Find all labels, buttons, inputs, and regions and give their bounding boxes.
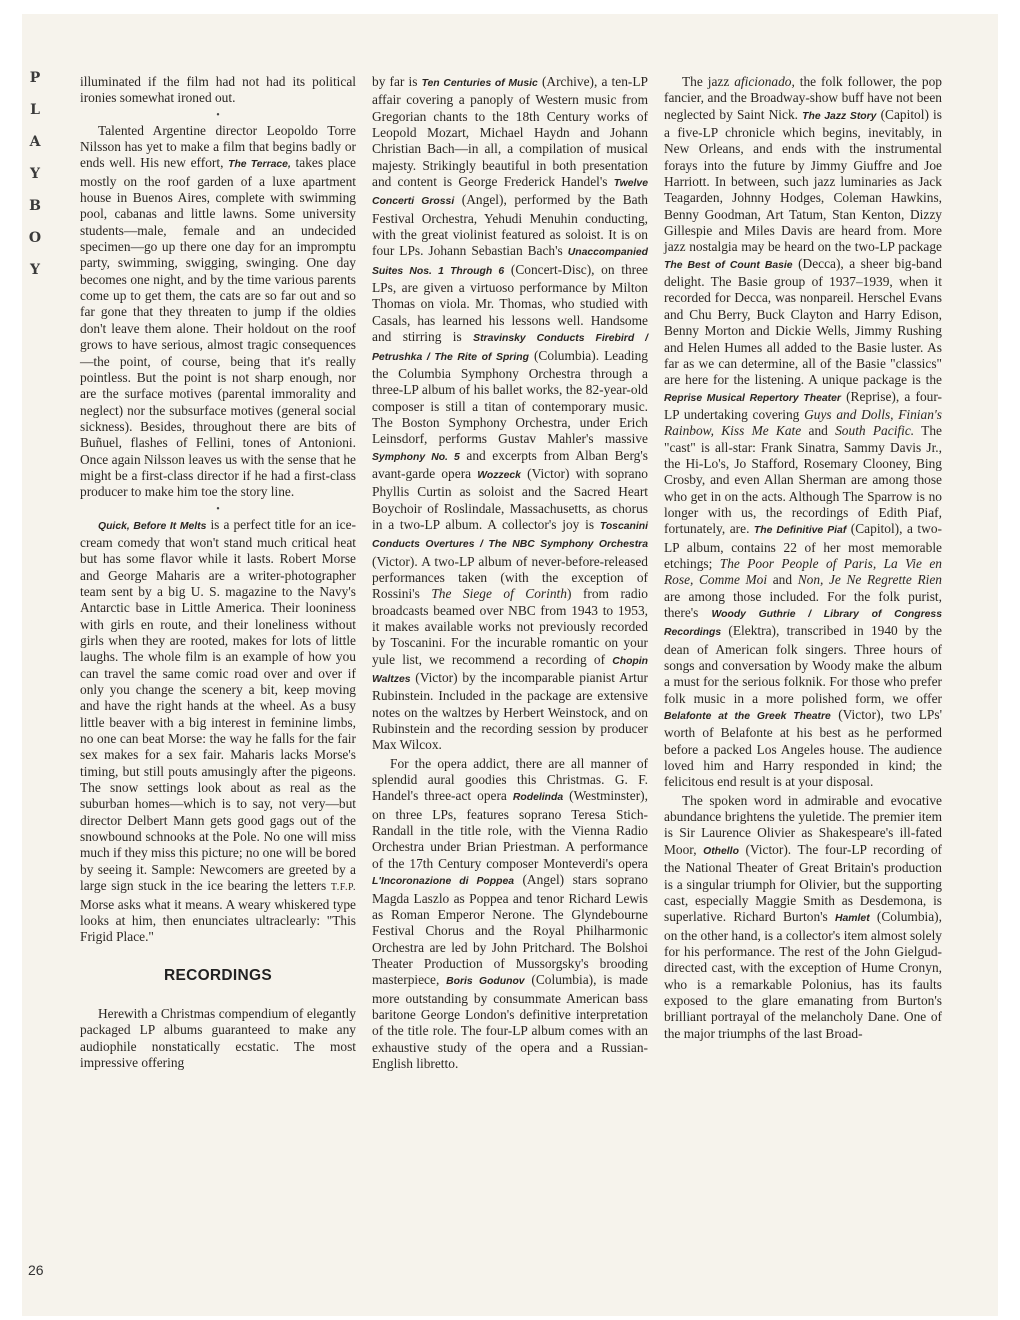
section-bullet: • — [216, 503, 220, 515]
album-title: The Definitive Piaf — [753, 525, 847, 537]
paragraph: Herewith a Christmas compendium of elegantly packaged LP albums guaranteed to make any audiophile nonstatically ecstatic. The most impressive offering — [80, 1005, 356, 1070]
album-title: L'Incoronazione di Poppea — [372, 876, 515, 888]
magazine-letter: O — [28, 230, 42, 246]
album-title: Twelve Concerti Grossi — [372, 178, 648, 208]
paragraph: illuminated if the film had not had its political ironies somewhat ironed out. — [80, 74, 356, 106]
album-title: The Best of Count Basie — [664, 259, 793, 271]
magazine-letter: B — [29, 198, 41, 214]
album-title: Woody Guthrie / Library of Congress Recordings — [664, 609, 942, 639]
paragraph-the-terrace: Talented Argentine director Leopoldo Torre Nilsson has yet to make a film that begins badly or ends well. His new effort, The Terrace, takes place mostly on the roof garden of a luxe apartment house in Buenos Aires, complete with swimming pool, cabanas and little lawns. Some university students—male, female and an undecided specimen—go up there one day for an impromptu party, swimming, swigging, swinging. One day becomes one night, and by the time various parents come up to get them, the cats are so far out and so far gone that they threaten to jump if the oldies don't leave them alone. Their holdout on the roof grows to have serious, almost tragic consequences—the point, of course, being that it's really pointless. But the point is not sharp enough, nor are the surface motives (parental immorality and neglect) nor the subsurface motives (general social sickness). Besides, throughout there are bits of Buñuel, flashes of Fellini, tones of Antonioni. Once again Nilsson leaves us with the sense that he might be a first-class director if he had a first-class producer to make him toe the story line. — [80, 122, 356, 500]
paragraph: The jazz aficionado, the folk follower, the pop fancier, and the Broadway-show buff have not been neglected by Saint Nick. The Jazz Story (Capitol) is a five-LP chronicle which begins, inevitably, in New Orleans, and ends with the instrumental forays into the future by Jimmy Giuffre and Joe Harriott. In between, such jazz luminaries as Jack Teagarden, Johnny Hodges, Coleman Hawkins, Benny Goodman, Art Tatum, Stan Kenton, Dizzy Gillespie and Miles Davis are heard from. More jazz nostalgia may be heard on the two-LP package The Best of Count Basie (Decca), a sheer big-band delight. The Basie group of 1937–1939, when it recorded for Decca, was nonpareil. Herschel Evans and Chu Berry, Buck Clayton and Harry Edison, Benny Morton and Dickie Wells, Jimmy Rushing and Helen Humes all added to the Basie luster. As far as we can determine, all of the Basie "classics" are here for the listening. A unique package is the Reprise Musical Repertory Theater (Reprise), a four-LP undertaking covering Guys and Dolls, Finian's Rainbow, Kiss Me Kate and South Pacific. The "cast" is all-star: Frank Sinatra, Sammy Davis Jr., the Hi-Lo's, Jo Stafford, Rosemary Clooney, Bing Crosby, and even Allan Sherman are among those who get in on the acts. Although The Sparrow is no longer with us, the recordings of Edith Piaf, fortunately, are. The Definitive Piaf (Capitol), a two-LP album, contains 22 of her most memorable etchings; The Poor People of Paris, La Vie en Rose, Comme Moi and Non, Je Ne Regrette Rien are among those included. For the folk purist, there's Woody Guthrie / Library of Congress Recordings (Elektra), transcribed in 1940 by the dean of American folk singers. Three hours of songs and conversation by Woody make the album a must for the serious folknik. For those who prefer folk music in a more polished form, we offer Belafonte at the Greek Theatre (Victor), two LPs' worth of Belafonte at his best as he performed before a packed Los Angeles house. The audience loved him and Harry responded in kind; the felicitous end result is at your disposal. — [664, 74, 942, 790]
page-number: 26 — [28, 1262, 44, 1278]
album-title: Belafonte at the Greek Theatre — [664, 711, 831, 723]
article-column-3 — [664, 74, 942, 1044]
magazine-letter: L — [30, 102, 40, 118]
magazine-letter: A — [29, 134, 41, 150]
album-title: The Jazz Story — [802, 110, 877, 122]
film-title: The Terrace, — [228, 159, 291, 171]
album-title: Boris Godunov — [446, 976, 525, 988]
album-title: Stravinsky Conducts Firebird / Petrushka / The Rite of Spring — [372, 333, 648, 363]
album-title: Hamlet — [835, 913, 870, 925]
album-title: Unaccompanied Suites Nos. 1 Through 6 — [372, 247, 648, 277]
film-title: Quick, Before It Melts — [98, 520, 207, 532]
magazine-letter: P — [29, 70, 41, 86]
article-column-1 — [80, 74, 356, 1073]
album-title: Chopin Waltzes — [372, 655, 648, 686]
album-title: Ten Centuries of Music — [421, 78, 538, 89]
section-bullet: • — [216, 109, 220, 121]
album-title: Othello — [703, 845, 739, 857]
paragraph: For the opera addict, there are all manner of splendid aural goodies this Christmas. G. F. Handel's three-act opera Rodelinda (Westminster), on three LPs, features soprano Teresa Stich-Randall in the title role, with the Vienna Radio Orchestra under Brian Priestman. A performance of the 17th Century composer Monteverdi's opera L'Incoronazione di Poppea (Angel) stars soprano Magda Laszlo as Poppea and tenor Richard Lewis as Roman Emperor Nerone. The Glyndebourne Festival Chorus and the Royal Philharmonic Orchestra are led by John Pritchard. The Bolshoi Theater Production of Mussorgsky's brooding masterpiece, Boris Godunov (Columbia), is made more outstanding by consummate American bass baritone George London's definitive interpretation of the title role. The four-LP album comes with an exhaustive study of the opera and a Russian-English libretto. — [372, 755, 648, 1071]
magazine-name-vertical — [22, 62, 48, 286]
album-title: Wozzeck — [477, 469, 521, 481]
magazine-letter: Y — [30, 262, 40, 278]
paragraph: by far is Ten Centuries of Music (Archive), a ten-LP affair covering a panoply of Western music from Gregorian chants to the 18th Century works of Leopold Mozart, Michael Haydn and Johann Christian Bach—in all, a compilation of musical majesty. Strikingly beautiful in both presentation and content is George Frederick Handel's Twelve Concerti Grossi (Angel), performed by the Bath Festival Orchestra, Yehudi Menuhin conducting, with the great violinist featured as soloist. It is on four LPs. Johann Sebastian Bach's Unaccompanied Suites Nos. 1 Through 6 (Concert-Disc), on three LPs, are given a virtuoso performance by Milton Thomas on viola. Mr. Thomas, who studied with Casals, has learned his lessons well. Handsome and stirring is Stravinsky Conducts Firebird / Petrushka / The Rite of Spring (Columbia). Leading the Columbia Symphony Orchestra through a three-LP album of his ballet works, the 82-year-old composer is still a titan of contemporary music. The Boston Symphony Orchestra, under Erich Leinsdorf, performs Gustav Mahler's massive Symphony No. 5 and excerpts from Alban Berg's avant-garde opera Wozzeck (Victor) with soprano Phyllis Curtin as soloist and the Sacred Heart Boychoir of Roslindale, Massachusetts, as chorus in a two-LP album. A collector's joy is Toscanini Conducts Overtures / The NBC Symphony Orchestra (Victor). A two-LP album of never-before-released performances taken (with the exception of Rossini's The Siege of Corinth) from radio broadcasts beamed over NBC from 1943 to 1953, it makes available works not previously recorded by Toscanini. For the incurable romantic on your yule list, we recommend a recording of Chopin Waltzes (Victor) by the incomparable pianist Artur Rubinstein. Included in the package are extensive notes on the waltzes by Herbert Weinstock, and on Rubinstein and the recording session by producer Max Wilcox. — [372, 74, 649, 753]
article-column-2 — [372, 74, 648, 1074]
album-title: Symphony No. 5 — [372, 451, 460, 463]
album-title: Toscanini Conducts Overtures / The NBC Symphony Orchestra — [372, 520, 648, 551]
section-heading-recordings: RECORDINGS — [163, 966, 273, 984]
paragraph: The spoken word in admirable and evocative abundance brightens the yuletide. The premier item is Sir Laurence Olivier as Shakespeare's ill-fated Moor, Othello (Victor). The four-LP recording of the National Theater of Great Britain's production is a singular triumph for Olivier, but the supporting cast, especially Maggie Smith as Desdemona, is superlative. Richard Burton's Hamlet (Columbia), on the other hand, is a collector's item almost solely for his performance. The rest of the John Gielgud-directed cast, with the exception of Hume Cronyn, who is a remarkable Polonius, has its faults exposed to the glare emanating from Burton's brilliant portrayal of the melancholy Dane. One of the major triumphs of the last Broad- — [664, 792, 942, 1041]
album-title: Rodelinda — [512, 792, 564, 804]
magazine-letter: Y — [30, 166, 40, 182]
album-title: Reprise Musical Repertory Theater — [664, 392, 841, 404]
paragraph-quick-before-it-melts: Quick, Before It Melts is a perfect title for an ice-cream comedy that won't stand much critical heat but has some flavor while it lasts. Robert Morse and George Maharis are a writer-photographer team sent by a big U. S. magazine to the Navy's Antarctic base in Little America. Their looniness with girls en route, and their loneliness without girls when they are rooted, makes for lots of little laughs. The whole film is an example of how you can travel the same comic road over and over if only you change the scenery a bit, keep moving and have the right hands at the wheel. As a busy little beaver with a big interest in feminine limbs, no one can beat Morse: the way he falls for the fair sex makes for a sex fair. Maharis lacks Morse's timing, but still pouts amusingly after the pigeons. The snow settings look about as real as the suburban homes—which is to say, not very—but director Delbert Mann gets good gags out of the snowbound schnooks at the Pole. No one will miss much if they miss this picture; no one will be bored by seeing it. Sample: Newcomers are greeted by a large sign stuck in the ice bearing the letters T.F.P. Morse asks what it means. A weary whiskered type looks at him, then enunciates ultraclearly: "This Frigid Place." — [80, 516, 356, 945]
